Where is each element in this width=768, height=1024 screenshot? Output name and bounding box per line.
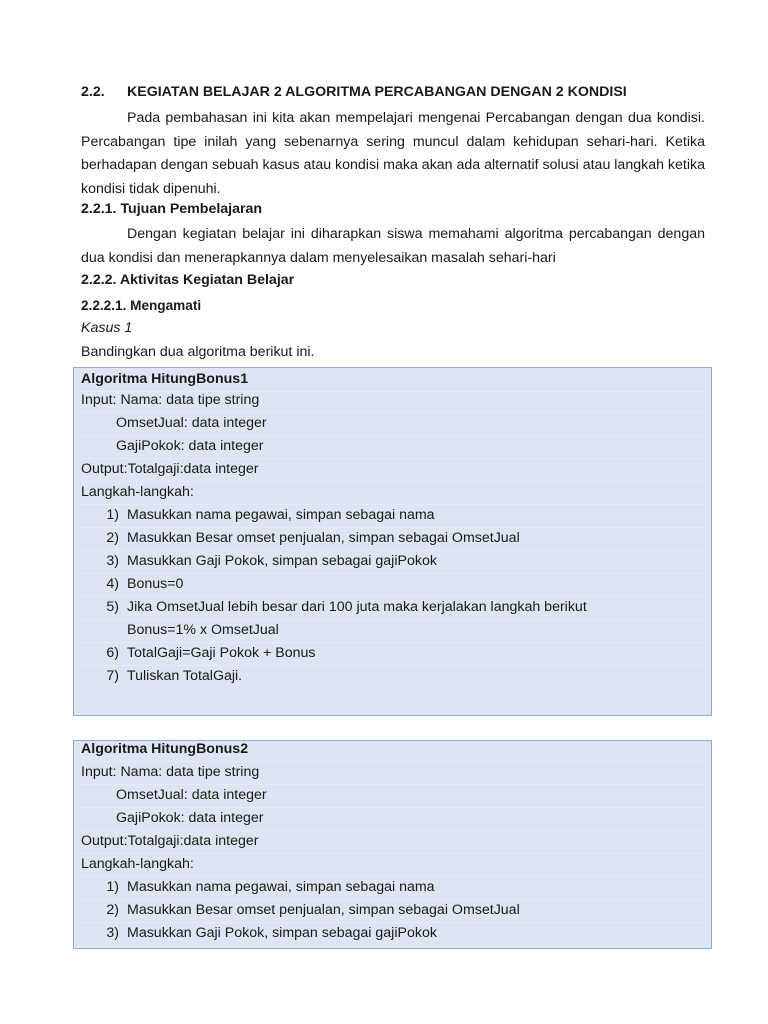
step-number: 5) [106,599,119,615]
step-number: 7) [106,668,119,684]
step-text: Masukkan nama pegawai, simpan sebagai nama [127,507,435,523]
step-number: 4) [106,576,119,592]
step-number: 6) [106,645,119,661]
algorithm-input-omset: OmsetJual: data integer [81,412,704,436]
algorithm-title: Algoritma HitungBonus1 [81,368,704,392]
step-number: 2) [106,530,119,546]
step-text: Masukkan Gaji Pokok, simpan sebagai gajiPokok [127,925,437,941]
step-text: Masukkan Besar omset penjualan, simpan sebagai OmsetJual [127,902,520,918]
section-title: KEGIATAN BELAJAR 2 ALGORITMA PERCABANGAN DENGAN 2 KONDISI [127,84,627,100]
algorithm-box-2 [73,740,712,949]
algorithm-step [81,922,704,945]
algorithm-step [81,596,704,620]
section-number: 2.2. [81,84,105,100]
algorithm-title: Algoritma HitungBonus2 [81,738,704,762]
algorithm-input: Input: Nama: data tipe string [81,389,704,413]
algorithm-step [81,527,704,551]
section-heading [81,84,627,100]
step-number: 3) [106,925,119,941]
algorithm-input: Input: Nama: data tipe string [81,761,704,785]
algorithm-input-omset: OmsetJual: data integer [81,784,704,808]
algorithm-box-1 [73,367,712,716]
algorithm-step [81,504,704,528]
compare-intro: Bandingkan dua algoritma berikut ini. [81,344,315,360]
algorithm-input-gaji: GajiPokok: data integer [81,435,704,459]
step-text: Bonus=0 [127,576,184,592]
algorithm-step [81,573,704,597]
step-text: Tuliskan TotalGaji. [127,668,243,684]
aktivitas-heading: 2.2.2. Aktivitas Kegiatan Belajar [81,272,295,288]
step-text: Masukkan Gaji Pokok, simpan sebagai gajiPokok [127,553,437,569]
tujuan-paragraph: Dengan kegiatan belajar ini diharapkan siswa memahami algoritma percabangan dengan dua kondisi dan menerapkannya dalam menyelesaikan masalah sehari-hari [81,226,705,266]
algorithm-langkah: Langkah-langkah: [81,853,704,877]
algorithm-langkah: Langkah-langkah: [81,481,704,505]
algorithm-step [81,899,704,923]
step-number: 3) [106,553,119,569]
algorithm-step-continuation: Bonus=1% x OmsetJual [81,619,704,643]
step-text: Masukkan nama pegawai, simpan sebagai nama [127,879,435,895]
step-number: 2) [106,902,119,918]
step-text: Masukkan Besar omset penjualan, simpan sebagai OmsetJual [127,530,520,546]
algorithm-output: Output:Totalgaji:data integer [81,830,704,854]
algorithm-step [81,550,704,574]
algorithm-output: Output:Totalgaji:data integer [81,458,704,482]
step-text: TotalGaji=Gaji Pokok + Bonus [127,645,316,661]
tujuan-heading: 2.2.1. Tujuan Pembelajaran [81,201,263,217]
algorithm-step [81,876,704,900]
mengamati-heading: 2.2.2.1. Mengamati [81,298,202,313]
step-text: Jika OmsetJual lebih besar dari 100 juta maka kerjalakan langkah berikut [127,599,587,615]
step-number: 1) [106,879,119,895]
kasus-label: Kasus 1 [81,320,133,336]
step-number: 1) [106,507,119,523]
algorithm-input-gaji: GajiPokok: data integer [81,807,704,831]
algorithm-step [81,642,704,666]
intro-paragraph: Pada pembahasan ini kita akan mempelajari mengenai Percabangan dengan dua kondisi. Percabangan tipe inilah yang sebenarnya sering muncul dalam kehidupan sehari-hari. Ketika berhadapan dengan sebuah kasus atau kondisi maka akan ada alternatif solusi atau langkah ketika kondisi tidak dipenuhi. [81,110,705,197]
algorithm-step [81,665,704,688]
